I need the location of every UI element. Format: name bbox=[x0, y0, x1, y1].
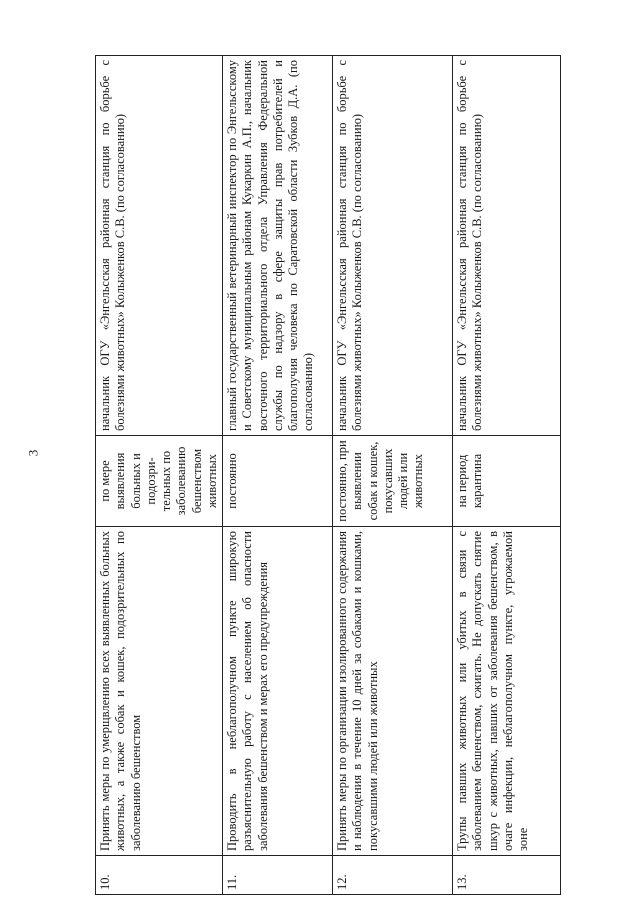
term-cell: на период карантина bbox=[453, 436, 561, 527]
responsible-cell: начальник ОГУ «Энгельсская районная станция по борьбе с болезнями животных» Колыженков С.В. (по согласованию) bbox=[333, 56, 453, 436]
row-number: 12. bbox=[333, 856, 453, 895]
measure-cell: Принять меры по умерщвлению всех выявленных больных животных, а также собак и кошек, подозрительных по заболеванию бешенством bbox=[96, 527, 223, 856]
responsible-cell: главный государственный ветеринарный инспектор по Энгельсскому и Советскому муниципальным районам Кукаркин А.П., начальник восточного территориального отдела Управления Федеральной службы по надзору в сфере защиты прав потребителей и благополучия человека по Саратовской области Зубков Д.А. (по согласованию) bbox=[223, 56, 333, 436]
responsible-cell: начальник ОГУ «Энгельсская районная станция по борьбе с болезнями животных» Колыженков С.В. (по согласованию) bbox=[96, 56, 223, 436]
row-number: 13. bbox=[453, 856, 561, 895]
term-cell: постоянно, при выявлении собак и кошек, покусавших людей или животных bbox=[333, 436, 453, 527]
table-row bbox=[453, 56, 561, 895]
responsible-cell: начальник ОГУ «Энгельсская районная станция по борьбе с болезнями животных» Колыженков С.В. (по согласованию) bbox=[453, 56, 561, 436]
term-cell: по мере выявления больных и подозри-тельных по заболеванию бешенством животных bbox=[96, 436, 223, 527]
measures-table-rotated bbox=[95, 55, 545, 895]
table-row bbox=[223, 56, 333, 895]
measure-cell: Трупы павших животных или убитых в связи с заболеванием бешенством, сжигать. Не допускать снятие шкур с животных, павших от заболевания бешенством, в очаге инфекции, неблагополучном пункте, угрожаемой зоне bbox=[453, 527, 561, 856]
term-cell: постоянно bbox=[223, 436, 333, 527]
page-number: 3 bbox=[25, 449, 41, 457]
measures-table bbox=[95, 55, 561, 895]
row-number: 11. bbox=[223, 856, 333, 895]
table-row bbox=[333, 56, 453, 895]
row-number: 10. bbox=[96, 856, 223, 895]
measure-cell: Проводить в неблагополучном пункте широкую разъяснительную работу с населением об опасности заболевания бешенством и мерах его предупреждения bbox=[223, 527, 333, 856]
measure-cell: Принять меры по организации изолированного содержания и наблюдения в течение 10 дней за собаками и кошками, покусавшими людей или животных bbox=[333, 527, 453, 856]
table-row bbox=[96, 56, 223, 895]
